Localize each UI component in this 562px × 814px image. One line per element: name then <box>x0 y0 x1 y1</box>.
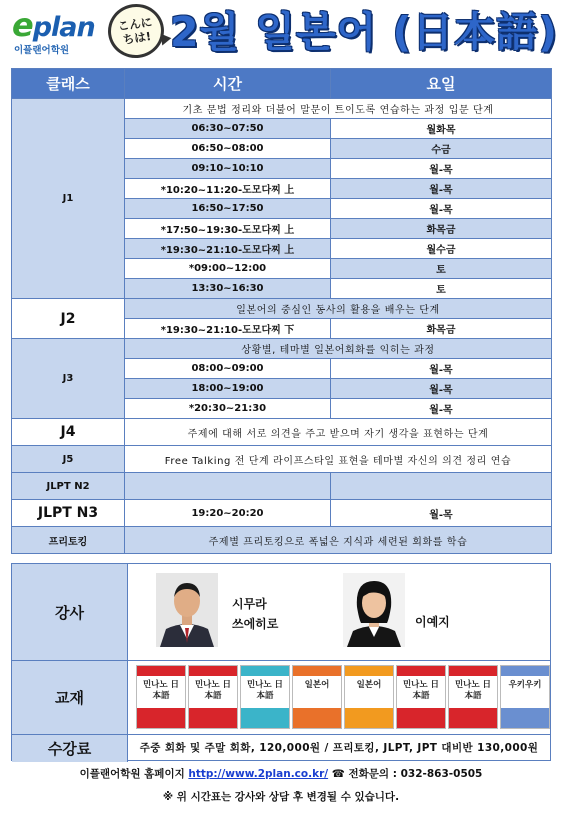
table-row <box>12 446 552 473</box>
table-row <box>12 99 552 119</box>
day-cell: 토 <box>331 259 552 279</box>
header <box>0 0 562 66</box>
textbook-cover <box>240 665 290 729</box>
teacher-name-1 <box>232 594 278 634</box>
day-cell: 토 <box>331 279 552 299</box>
table-row <box>12 500 552 527</box>
schedule-table <box>11 68 552 554</box>
class-j2: J2 <box>12 299 125 339</box>
class-description: Free Talking 전 단계 라이프스타일 표현을 테마별 자신의 의견 정리 연습 <box>125 446 552 473</box>
homepage-label: 이플랜어학원 홈페이지 <box>79 768 185 780</box>
schedule-notice: ※ 위 시간표는 강사와 상담 후 변경될 수 있습니다. <box>162 791 400 803</box>
time-cell: *19:30~21:10-도모다찌 上 <box>125 239 331 259</box>
time-cell: 09:10~10:10 <box>125 159 331 179</box>
bubble-line-2: ちは! <box>122 29 152 47</box>
day-cell <box>331 473 552 500</box>
textbook-cover <box>136 665 186 729</box>
instructors-label: 강사 <box>12 564 128 661</box>
class-description: 상황별, 테마별 일본어회화를 익히는 과정 <box>125 339 552 359</box>
day-cell: 화목금 <box>331 319 552 339</box>
day-cell: 월-목 <box>331 199 552 219</box>
table-row <box>12 299 552 319</box>
textbooks-cell <box>128 661 550 735</box>
textbook-cover <box>500 665 550 729</box>
class-jlpt-n2: JLPT N2 <box>12 473 125 500</box>
teacher-photo-1 <box>156 573 218 647</box>
day-cell: 월-목 <box>331 359 552 379</box>
teacher-photo-2 <box>343 573 405 647</box>
instructors-cell <box>128 564 550 661</box>
textbook-title: 민나노 日本語 <box>454 680 492 701</box>
textbook-color-band <box>501 666 549 676</box>
textbook-cover-art <box>345 708 393 728</box>
day-cell: 월-목 <box>331 500 552 527</box>
textbooks-label: 교재 <box>12 661 128 735</box>
class-j1: J1 <box>12 99 125 299</box>
textbook-cover <box>448 665 498 729</box>
time-cell: *20:30~21:30 <box>125 399 331 419</box>
textbook-cover <box>396 665 446 729</box>
phone-info: ☎ 전화문의 : 032-863-0505 <box>331 768 483 780</box>
col-header-day: 요일 <box>331 69 552 99</box>
class-j5: J5 <box>12 446 125 473</box>
textbook-color-band <box>137 666 185 676</box>
table-header-row <box>12 69 552 99</box>
info-section <box>11 563 551 761</box>
textbook-cover-art <box>501 708 549 728</box>
textbook-color-band <box>345 666 393 676</box>
textbook-title: 일본어 <box>356 680 382 690</box>
textbook-cover-art <box>137 708 185 728</box>
contact-line <box>0 766 562 781</box>
class-description: 기초 문법 정리와 더불어 말문이 트이도록 연습하는 과정 입문 단계 <box>125 99 552 119</box>
logo-mark <box>12 6 95 44</box>
bubble-line-1: こんに <box>116 14 154 34</box>
class-description: 일본어의 중심인 동사의 활용을 배우는 단계 <box>125 299 552 319</box>
textbook-title: 우키우키 <box>508 680 542 690</box>
day-cell: 월-목 <box>331 399 552 419</box>
day-cell: 월-목 <box>331 179 552 199</box>
fee-text: 주중 회화 및 주말 회화, 120,000원 / 프리토킹, JLPT, JPT 대비반 130,000원 <box>139 742 539 754</box>
time-cell: 16:50~17:50 <box>125 199 331 219</box>
class-description: 주제별 프리토킹으로 폭넓은 지식과 세련된 회화를 학습 <box>125 527 552 554</box>
textbook-cover <box>292 665 342 729</box>
time-cell: 06:30~07:50 <box>125 119 331 139</box>
textbook-color-band <box>293 666 341 676</box>
textbook-color-band <box>449 666 497 676</box>
textbook-title: 민나노 日本語 <box>142 680 180 701</box>
day-cell: 월-목 <box>331 159 552 179</box>
eplan-logo[interactable] <box>8 6 100 60</box>
class-description: 주제에 대해 서로 의견을 주고 받으며 자기 생각을 표현하는 단계 <box>125 419 552 446</box>
teacher-name-2: 이예지 <box>415 615 450 629</box>
textbook-cover-art <box>397 708 445 728</box>
time-cell: *10:20~11:20-도모다찌 上 <box>125 179 331 199</box>
table-row <box>12 419 552 446</box>
time-cell: 18:00~19:00 <box>125 379 331 399</box>
textbook-cover-art <box>293 708 341 728</box>
col-header-time: 시간 <box>125 69 331 99</box>
day-cell: 월화목 <box>331 119 552 139</box>
class-jlpt-n3: JLPT N3 <box>12 500 125 527</box>
class-j3: J3 <box>12 339 125 419</box>
textbook-color-band <box>241 666 289 676</box>
logo-subtitle: 이플랜어학원 <box>14 45 70 56</box>
day-cell: 월수금 <box>331 239 552 259</box>
textbook-title: 일본어 <box>304 680 330 690</box>
day-cell: 월-목 <box>331 379 552 399</box>
fee-cell <box>128 735 550 762</box>
time-cell: 08:00~09:00 <box>125 359 331 379</box>
teacher-name-1-line-1: 시무라 <box>232 597 267 611</box>
page-title: 2월 일본어 (日本語) <box>170 8 558 56</box>
textbook-cover <box>188 665 238 729</box>
textbook-cover-art <box>189 708 237 728</box>
time-cell: *19:30~21:10-도모다찌 下 <box>125 319 331 339</box>
logo-e: e <box>12 6 33 44</box>
textbook-cover <box>344 665 394 729</box>
homepage-link[interactable]: http://www.2plan.co.kr/ <box>188 768 329 780</box>
class-free-talking: 프리토킹 <box>12 527 125 554</box>
greeting-bubble <box>105 0 168 61</box>
time-cell: *09:00~12:00 <box>125 259 331 279</box>
time-cell <box>125 473 331 500</box>
fee-label: 수강료 <box>12 735 128 762</box>
time-cell: 13:30~16:30 <box>125 279 331 299</box>
time-cell: 06:50~08:00 <box>125 139 331 159</box>
textbook-title: 민나노 日本語 <box>246 680 284 701</box>
time-cell: *17:50~19:30-도모다찌 上 <box>125 219 331 239</box>
day-cell: 화목금 <box>331 219 552 239</box>
day-cell: 수금 <box>331 139 552 159</box>
textbook-color-band <box>189 666 237 676</box>
textbook-color-band <box>397 666 445 676</box>
textbook-cover-art <box>241 708 289 728</box>
textbook-cover-art <box>449 708 497 728</box>
textbook-title: 민나노 日本語 <box>194 680 232 701</box>
time-cell: 19:20~20:20 <box>125 500 331 527</box>
logo-plan: plan <box>32 12 95 43</box>
table-row <box>12 473 552 500</box>
col-header-class: 클래스 <box>12 69 125 99</box>
textbook-title: 민나노 日本語 <box>402 680 440 701</box>
table-row <box>12 339 552 359</box>
class-j4: J4 <box>12 419 125 446</box>
table-row <box>12 527 552 554</box>
teacher-name-1-line-2: 쓰에히로 <box>232 617 279 631</box>
